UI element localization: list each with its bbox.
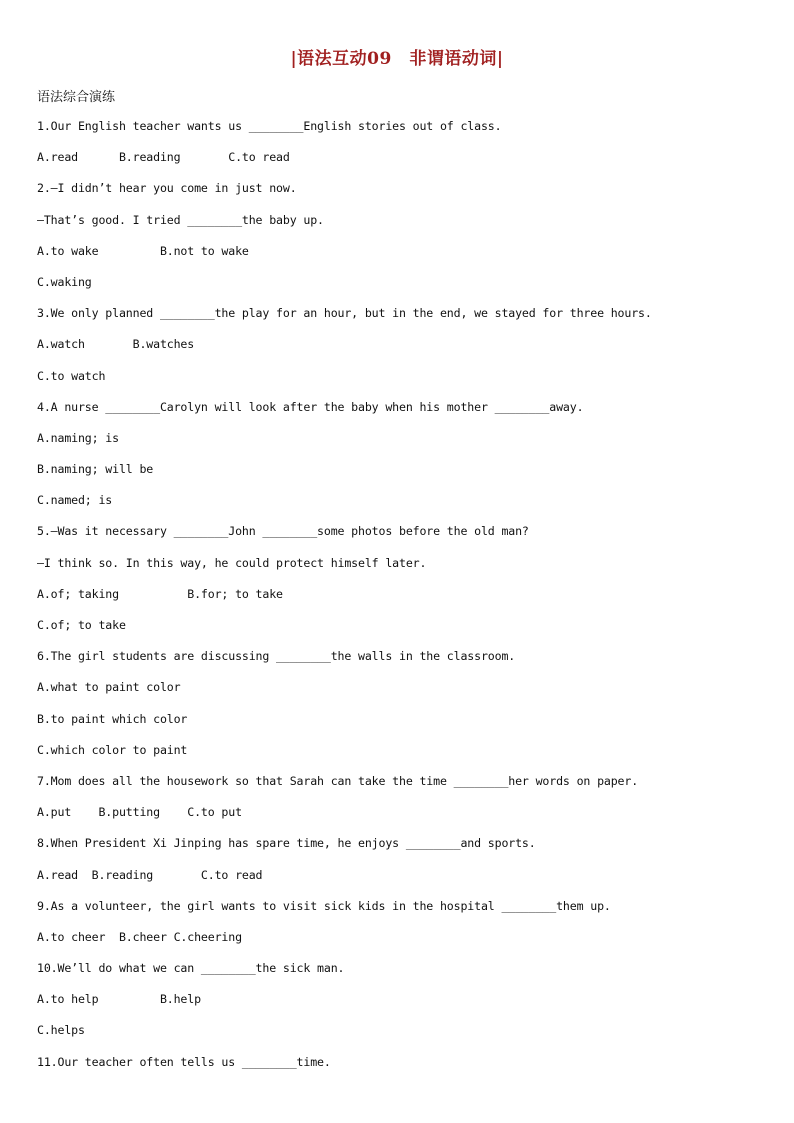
option-line: C.to watch: [37, 368, 106, 383]
question-line: 11.Our teacher often tells us ________time.: [37, 1054, 331, 1069]
option-line: A.watch B.watches: [37, 337, 195, 352]
option-line: A.naming; is: [37, 430, 119, 445]
option-line: C.which color to paint: [37, 742, 188, 757]
option-line: A.to cheer B.cheer C.cheering: [37, 929, 242, 944]
question-line: 3.We only planned ________the play for an hour, but in the end, we stayed for three hours.: [37, 306, 652, 321]
option-line: B.to paint which color: [37, 711, 188, 726]
question-line: 1.Our English teacher wants us ________English stories out of class.: [37, 119, 502, 133]
question-line: 5.—Was it necessary ________John ________some photos before the old man?: [37, 524, 529, 539]
question-list: [37, 117, 652, 1084]
option-line: A.read B.reading C.to read: [37, 867, 263, 882]
option-line: C.of; to take: [37, 618, 126, 632]
question-line: 8.When President Xi Jinping has spare time, he enjoys ________and sports.: [37, 836, 536, 851]
option-line: A.to wake B.not to wake: [37, 243, 249, 258]
option-line: A.to help B.help: [37, 992, 201, 1007]
option-line: C.waking: [37, 274, 92, 289]
question-line: 4.A nurse ________Carolyn will look after the baby when his mother ________away.: [37, 399, 584, 414]
question-line: 9.As a volunteer, the girl wants to visit sick kids in the hospital ________them up.: [37, 898, 611, 913]
option-line: A.of; taking B.for; to take: [37, 586, 283, 601]
option-line: A.put B.putting C.to put: [37, 805, 242, 820]
question-line: —That’s good. I tried ________the baby up.: [37, 212, 324, 227]
option-line: A.read B.reading C.to read: [37, 150, 290, 165]
question-line: 7.Mom does all the housework so that Sarah can take the time ________her words on paper.: [37, 773, 639, 788]
question-line: 6.The girl students are discussing ________the walls in the classroom.: [37, 649, 516, 664]
question-line: —I think so. In this way, he could protect himself later.: [37, 555, 427, 570]
option-line: C.helps: [37, 1023, 85, 1038]
option-line: B.naming; will be: [37, 462, 154, 477]
option-line: C.named; is: [37, 493, 113, 508]
section-heading: 语法综合演练: [37, 90, 116, 105]
question-line: 10.We’ll do what we can ________the sick man.: [37, 961, 345, 976]
question-line: 2.—I didn’t hear you come in just now.: [37, 181, 297, 196]
option-line: A.what to paint color: [37, 680, 181, 695]
page-title: |语法互动09 非谓语动词|: [290, 49, 504, 69]
